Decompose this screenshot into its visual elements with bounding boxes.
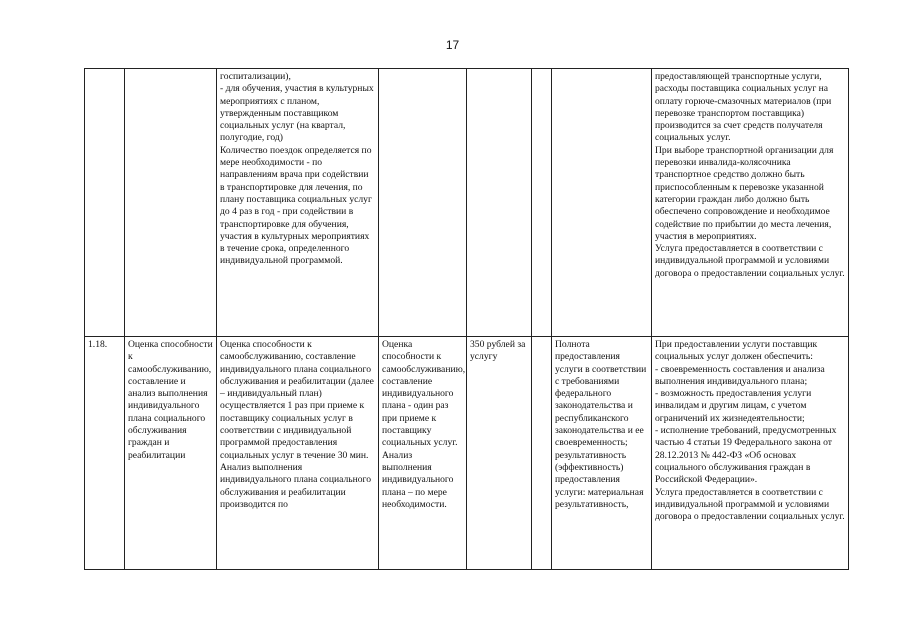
cell-number xyxy=(85,69,125,337)
cell-conditions: предоставляющей транспортные услуги, расходы поставщика социальных услуг на оплату горюче-смазочных материалов (при перевозке транспортом поставщика) производится за счет средств получателя социальных услуг. При выборе транспортной организации для перевозки инвалида-колясочника транспортное средство должно быть приспособленным к перевозке указанной категории граждан либо должно быть обеспечено сопровождение и необходимое содействие по прибытии до места лечения, участия в мероприятиях. Услуга предоставляется в соответствии с индивидуальной программой и условиями договора о предоставлении социальных услуг. xyxy=(652,69,849,337)
cell-service-name xyxy=(125,69,217,337)
cell-price: 350 рублей за услугу xyxy=(467,337,532,570)
cell-price xyxy=(467,69,532,337)
cell-empty xyxy=(532,69,552,337)
cell-empty xyxy=(532,337,552,570)
cell-number: 1.18. xyxy=(85,337,125,570)
services-table xyxy=(84,68,849,570)
cell-service-name: Оценка способности к самообслуживанию, составление и анализ выполнения индивидуального плана социального обслуживания граждан и реабилитации xyxy=(125,337,217,570)
cell-standard xyxy=(379,69,467,337)
cell-quality xyxy=(552,69,652,337)
cell-quality: Полнота предоставления услуги в соответствии с требованиями федерального законодательства и республиканского законодательства и ее своевременность; результативность (эффективность) предоставления услуги: материальная результативность, xyxy=(552,337,652,570)
cell-standard: Оценка способности к самообслуживанию, составление индивидуального плана - один раз при приеме к поставщику социальных услуг. Анализ выполнения индивидуального плана – по мере необходимости. xyxy=(379,337,467,570)
cell-description: госпитализации), - для обучения, участия в культурных мероприятиях с планом, утвержденным поставщиком социальных услуг (на квартал, полугодие, год) Количество поездок определяется по мере необходимости - по направлениям врача при содействии в транспортировке для лечения, по плану поставщика социальных услуг до 4 раз в год - при содействии в транспортировке для обучения, участия в культурных мероприятиях в течение срока, определенного индивидуальной программой. xyxy=(217,69,379,337)
cell-description: Оценка способности к самообслуживанию, составление индивидуального плана социального обслуживания и реабилитации (далее – индивидуальный план) осуществляется 1 раз при приеме к поставщику социальных услуг в соответствии с индивидуальной программой предоставления социальных услуг в течение 30 мин. Анализ выполнения индивидуального плана социального обслуживания и реабилитации производится по xyxy=(217,337,379,570)
table-row xyxy=(85,69,849,337)
table-row xyxy=(85,337,849,570)
page-number: 17 xyxy=(445,38,460,52)
cell-conditions: При предоставлении услуги поставщик социальных услуг должен обеспечить: - своевременность составления и анализа выполнения индивидуального плана; - возможность предоставления услуги инвалидам и другим лицам, с учетом ограничений их жизнедеятельности; - исполнение требований, предусмотренных частью 4 статьи 19 Федерального закона от 28.12.2013 № 442-ФЗ «Об основах социального обслуживания граждан в Российской Федерации». Услуга предоставляется в соответствии с индивидуальной программой и условиями договора о предоставлении социальных услуг. xyxy=(652,337,849,570)
